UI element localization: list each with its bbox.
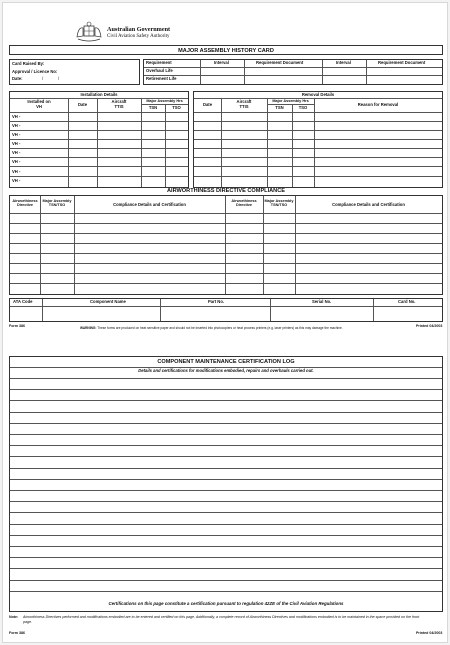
compliance-details-header: Compliance Details and Certification: [332, 202, 405, 207]
card-raised-by-label: Card Raised By:: [12, 61, 45, 66]
vh-row-prefix: VH -: [12, 132, 21, 137]
log-row-line: [10, 468, 442, 469]
log-row-line: [10, 445, 442, 446]
installed-on-header: Installed on: [27, 99, 51, 104]
log-row-line: [10, 378, 442, 379]
date-header: Date: [77, 102, 88, 107]
ad-column-header: Airworthiness Directive: [231, 199, 257, 208]
major-hrs-header: Major Assembly Hrs: [146, 99, 183, 103]
card-title-box: [9, 45, 443, 55]
retirement-life-label: Retirement Life: [146, 76, 177, 81]
card-no-label: Card No.: [398, 299, 416, 304]
log-row-line: [10, 479, 442, 480]
log-row-line: [10, 389, 442, 390]
log-title: COMPONENT MAINTENANCE CERTIFICATION LOG: [157, 359, 295, 365]
date-separator: /: [42, 76, 44, 81]
log-row-line: [10, 501, 442, 502]
installation-table: [9, 91, 189, 188]
overhaul-life-label: Overhaul Life: [146, 68, 173, 73]
ttis-header: TTIS: [239, 104, 249, 109]
installation-section-title: Installation Details: [80, 92, 118, 97]
component-name-label: Component Name: [90, 299, 126, 304]
printed-date: Printed 04/2003: [416, 631, 443, 635]
removal-table: [193, 91, 443, 188]
compliance-details-header: Compliance Details and Certification: [113, 202, 186, 207]
tso-header: TSO: [298, 105, 308, 110]
ttis-header: TTIS: [114, 104, 124, 109]
note-label: Note:: [9, 615, 19, 619]
vh-row-prefix: VH -: [12, 114, 21, 119]
agency-name: Civil Aviation Safety Authority: [107, 34, 170, 39]
warning-label: WARNING:: [80, 326, 97, 330]
tsn-header: TSN: [148, 105, 158, 110]
note-text: Airworthiness Directives performed and modifications embodied are to be entered and certified on this page. Additionally, a complete record of Airworthiness Directives and modifications embodied is to be maintained in the space provided on the front page.: [23, 615, 420, 624]
log-row-line: [10, 490, 442, 491]
log-row-line: [10, 580, 442, 581]
approval-label: Approval / Licence No:: [12, 69, 58, 74]
log-row-line: [10, 412, 442, 413]
heat-paper-warning: [80, 326, 343, 330]
ma-tsn-tso-header: Major Assembly TSN/TSO: [264, 199, 294, 208]
log-row-line: [10, 524, 442, 525]
vh-header: VH: [36, 104, 42, 109]
part-no-label: Part No.: [208, 299, 225, 304]
log-row-line: [10, 557, 442, 558]
certification-log-table: [9, 356, 443, 612]
reason-header: Reason for Removal: [357, 102, 399, 107]
ad-compliance-table: [9, 195, 443, 295]
log-row-line: [10, 423, 442, 424]
printed-date: Printed 04/2003: [416, 324, 443, 328]
log-ruled-lines: [10, 357, 442, 611]
aircraft-header: Aircraft: [111, 99, 127, 104]
log-row-line: [10, 591, 442, 592]
form-number: Form 386: [9, 631, 25, 635]
warning-text: These forms are produced on heat sensitive paper and should not be inserted into photocopiers or heat process printers (e.g. laser printers) as this may damage the machine.: [97, 326, 343, 330]
major-hrs-header: Major Assembly Hrs: [272, 99, 309, 103]
form-number: Form 386: [9, 324, 25, 328]
vh-row-prefix: VH -: [12, 150, 21, 155]
date-separator: /: [58, 76, 60, 81]
log-row-line: [10, 535, 442, 536]
note-block: [9, 615, 443, 624]
vh-row-prefix: VH -: [12, 178, 21, 183]
serial-no-label: Serial No.: [312, 299, 332, 304]
vh-row-prefix: VH -: [12, 159, 21, 164]
log-subtitle: Details and certifications for modifications embodied, repairs and overhauls carried out.: [138, 368, 314, 373]
component-box: [9, 298, 443, 322]
log-row-line: [10, 434, 442, 435]
req-doc-header: Requirement Document: [378, 60, 426, 65]
requirements-box: [143, 59, 443, 85]
tsn-header: TSN: [275, 105, 284, 110]
log-row-line: [10, 456, 442, 457]
interval-header: Interval: [214, 60, 229, 65]
req-doc-header: Requirement Document: [256, 60, 304, 65]
log-row-line: [10, 546, 442, 547]
log-row-line: [10, 400, 442, 401]
ad-section-title: AIRWORTHINESS DIRECTIVE COMPLIANCE: [167, 188, 285, 194]
ata-code-label: ATA Code: [13, 299, 33, 304]
vh-row-prefix: VH -: [12, 123, 21, 128]
card-title: MAJOR ASSEMBLY HISTORY CARD: [178, 48, 274, 54]
removal-section-title: Removal Details: [301, 92, 335, 97]
date-header: Date: [202, 102, 213, 107]
log-row-line: [10, 568, 442, 569]
vh-row-prefix: VH -: [12, 169, 21, 174]
requirement-header: Requirement: [146, 60, 172, 65]
coat-of-arms-icon: [74, 21, 104, 43]
ad-column-header: Airworthiness Directive: [12, 199, 38, 208]
log-row-line: [10, 512, 442, 513]
interval-header: Interval: [336, 60, 351, 65]
org-name: Australian Government: [107, 26, 171, 33]
certification-statement: Certifications on this page constitute a certification pursuant to regulation 42ZE of the Civil Aviation Regulations: [108, 601, 344, 606]
aircraft-header: Aircraft: [236, 99, 252, 104]
raised-by-box: [9, 59, 140, 85]
tso-header: TSO: [172, 105, 181, 110]
date-label: Date:: [12, 76, 23, 81]
vh-row-prefix: VH -: [12, 141, 21, 146]
ma-tsn-tso-header: Major Assembly TSN/TSO: [42, 199, 72, 208]
